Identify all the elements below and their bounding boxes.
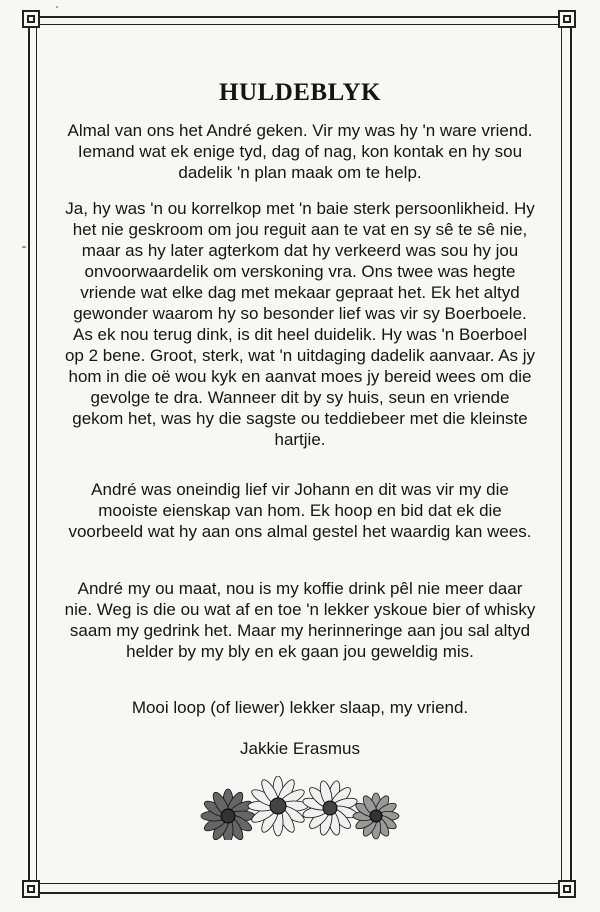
corner-ornament-top-left xyxy=(22,10,40,28)
corner-ornament-top-right xyxy=(558,10,576,28)
flower-4-icon xyxy=(353,793,399,839)
daisy-flowers-illustration xyxy=(198,776,408,840)
paragraph-5: Mooi loop (of liewer) lekker slaap, my vriend. xyxy=(131,698,469,717)
flower-2-icon xyxy=(248,776,308,836)
paper-speck xyxy=(56,6,58,8)
paragraph-2: Ja, hy was 'n ou korrelkop met 'n baie sterk persoonlikheid. Hy het nie geskroom om jou reguit aan te vat en sy sê te sê nie, maar as hy later agterkom dat hy verkeerd was sou hy jou onvoorwaardelik om verskoning vra. Ons twee was hegte vriende wat elke dag met mekaar gepraat het. Ek het altyd gewonder waarom hy so besonder lief was vir sy Boerboele. As ek nou terug dink, is dit heel duidelik. Hy was 'n Boerboel op 2 bene. Groot, sterk, wat 'n uitdaging dadelik aanvaar. As jy hom in die oë wou kyk en aanvat moes jy bereid wees om die gevolge te dra. Wanneer dit by sy huis, seun en vriende gekom het, was hy die sagste ou teddiebeer met die kleinste hartjie. xyxy=(64,199,536,449)
corner-ornament-bottom-right xyxy=(558,880,576,898)
paragraph-1: Almal van ons het André geken. Vir my was hy 'n ware vriend. Iemand wat ek enige tyd, dag of nag, kon kontak en hy sou dadelik 'n plan maak om te help. xyxy=(67,121,533,182)
flower-3-icon xyxy=(302,780,359,837)
paragraph-4: André my ou maat, nou is my koffie drink pêl nie meer daar nie. Weg is die ou wat af en toe 'n lekker yskoue bier of whisky saam my gedrink het. Maar my herinneringe aan jou sal altyd helder by my bly en ek gaan jou geweldig mis. xyxy=(64,579,536,661)
corner-ornament-bottom-left xyxy=(22,880,40,898)
paper-speck xyxy=(22,246,26,248)
page-title: HULDEBLYK xyxy=(219,78,381,106)
flower-1-icon xyxy=(201,789,255,840)
signature: Jakkie Erasmus xyxy=(240,739,360,758)
paragraph-3: André was oneindig lief vir Johann en dit was vir my die mooiste eienskap van hom. Ek hoop en bid dat ek die voorbeeld wat hy aan ons almal gestel het waardig kan wees. xyxy=(68,480,532,541)
